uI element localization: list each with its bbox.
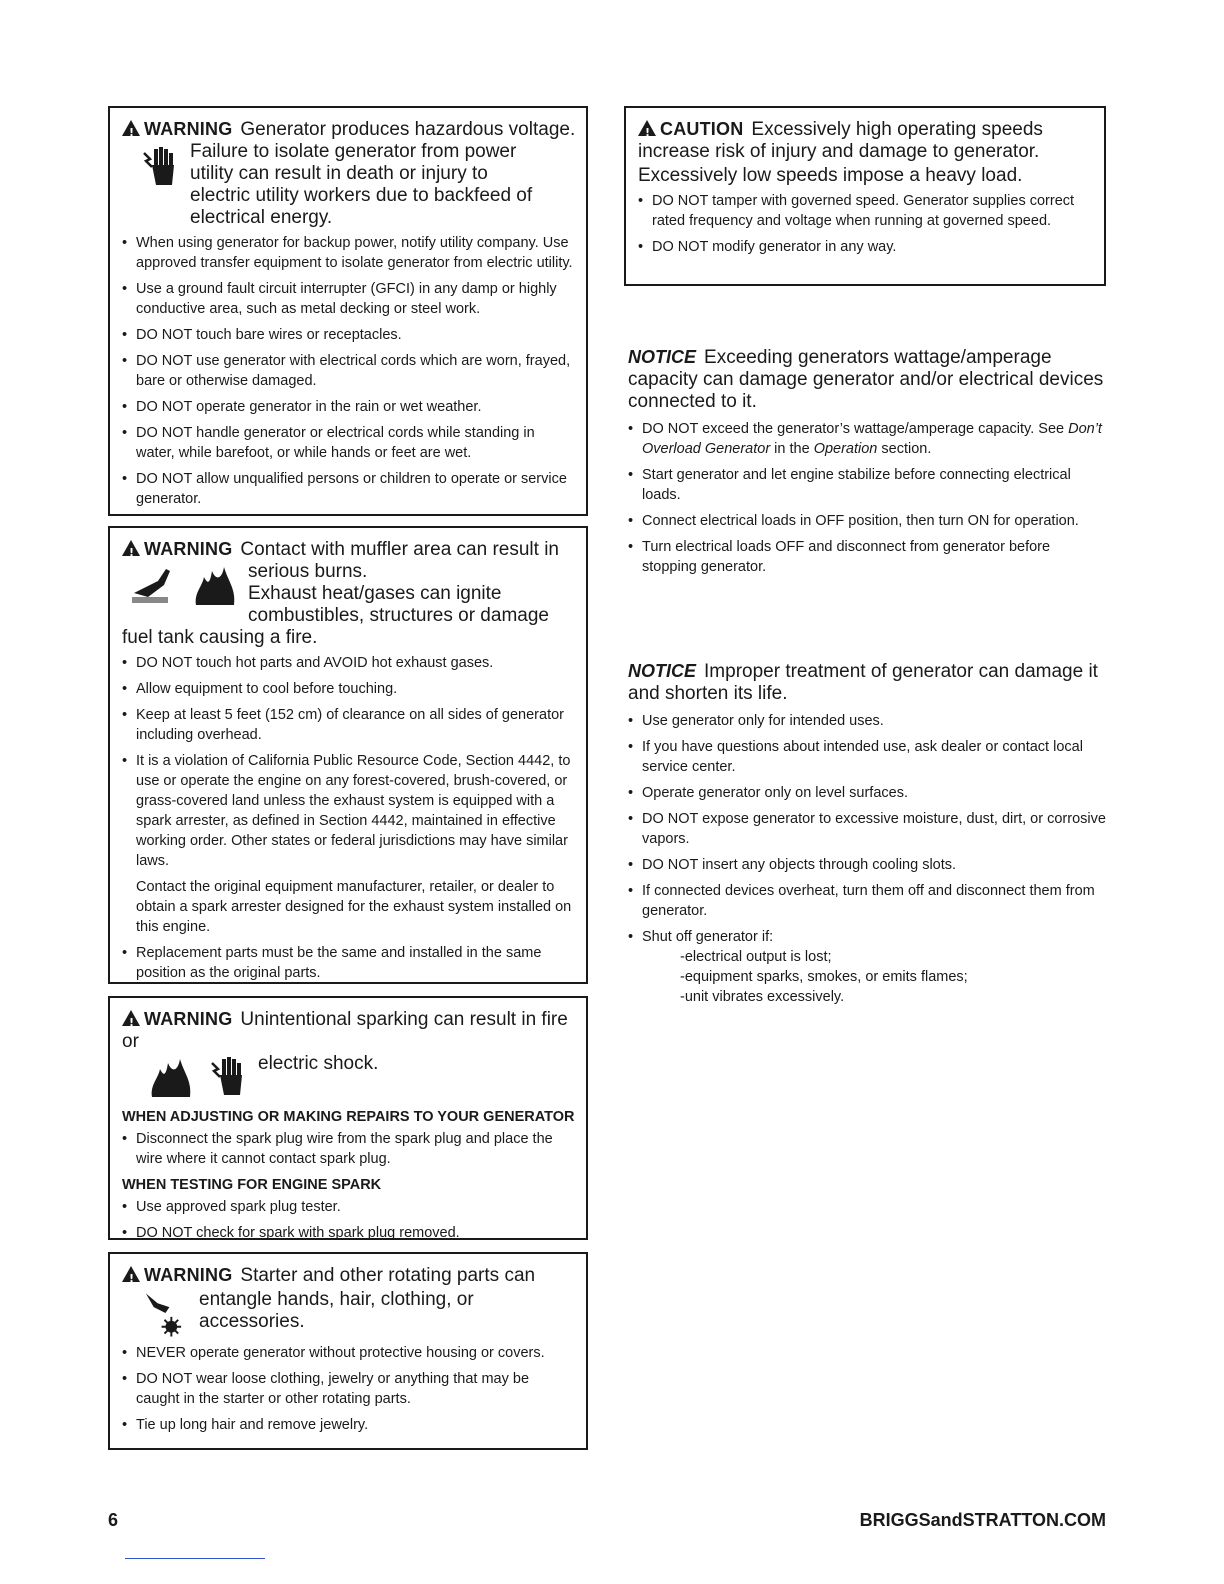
cross-reference: Operation	[813, 441, 878, 457]
list-item: • Use approved spark plug tester.	[122, 1197, 576, 1217]
signal-word: CAUTION	[660, 119, 744, 139]
list-item: • It is a violation of California Public Resource Code, Section 4442, to use or operate the engine on any forest-covered, brush-covered, or grass-covered land unless the exhaust system is equipped with a spark arrester, as defined in Section 4442, maintained in effective working order. Other states or federal jurisdictions may have similar laws.	[122, 751, 576, 871]
list-subitem: -unit vibrates excessively.	[680, 989, 845, 1005]
notice-description: Improper treatment of generator can damage it and shorten its life.	[628, 661, 1098, 704]
list-item: • DO NOT tamper with governed speed. Generator supplies correct rated frequency and voltage when running at governed speed.	[638, 191, 1094, 231]
hazard-line: entangle hands, hair, clothing, or accessories.	[199, 1289, 474, 1332]
list-item: • DO NOT expose generator to excessive moisture, dust, dirt, or corrosive vapors.	[628, 809, 1106, 849]
list-item: • Operate generator only on level surfaces.	[628, 783, 1106, 803]
list-item: • DO NOT check for spark with spark plug removed.	[122, 1223, 576, 1243]
warning-box-muffler	[108, 526, 588, 984]
warning-box-voltage	[108, 106, 588, 516]
notice-label: NOTICE	[628, 661, 697, 681]
hazard-line: Generator produces hazardous voltage.	[240, 119, 576, 140]
hazard-line: Exhaust heat/gases can ignite	[248, 583, 502, 604]
caution-box-speed	[624, 106, 1106, 286]
fire-icon	[148, 1055, 194, 1099]
entanglement-icon	[142, 1289, 185, 1339]
list-item: • DO NOT touch bare wires or receptacles.	[122, 325, 576, 345]
list-item: • DO NOT allow unqualified persons or children to operate or service generator.	[122, 469, 576, 509]
notice-label: NOTICE	[628, 347, 697, 367]
list-item: • Disconnect the spark plug wire from the spark plug and place the wire where it cannot contact spark plug.	[122, 1129, 576, 1169]
alert-triangle-icon	[122, 120, 140, 136]
divider	[125, 1558, 265, 1559]
list-item: • Turn electrical loads OFF and disconnect from generator before stopping generator.	[628, 537, 1106, 577]
list-subitem: -electrical output is lost;	[680, 949, 832, 965]
website-link[interactable]: BRIGGSandSTRATTON.COM	[859, 1510, 1106, 1530]
list-item: • Use a ground fault circuit interrupter (GFCI) in any damp or highly conductive area, such as metal decking or steel work.	[122, 279, 576, 319]
list-subitem: -equipment sparks, smokes, or emits flames;	[680, 969, 968, 985]
warning-box-rotating	[108, 1252, 588, 1450]
list-item: Contact the original equipment manufacturer, retailer, or dealer to obtain a spark arrester designed for the exhaust system installed on this engine.	[136, 879, 572, 935]
notice-description: Exceeding generators wattage/amperage capacity can damage generator and/or electrical devices connected to it.	[628, 347, 1104, 412]
list-item: • When using generator for backup power, notify utility company. Use approved transfer equipment to isolate generator from electric utility.	[122, 233, 576, 273]
section-subheading: WHEN ADJUSTING OR MAKING REPAIRS TO YOUR GENERATOR	[122, 1109, 575, 1125]
list-item: • DO NOT operate generator in the rain or wet weather.	[122, 397, 576, 417]
list-item: • Shut off generator if:	[628, 927, 1106, 947]
list-item: • NEVER operate generator without protective housing or covers.	[122, 1343, 576, 1363]
alert-triangle-icon	[122, 540, 140, 556]
list-item: • DO NOT exceed the generator’s wattage/amperage capacity. See Don’t Overload Generator in the Operation section.	[628, 419, 1106, 459]
notice-block-treatment	[628, 660, 1106, 1007]
signal-word: WARNING	[144, 1009, 233, 1029]
signal-word: WARNING	[144, 539, 233, 559]
section-subheading: WHEN TESTING FOR ENGINE SPARK	[122, 1177, 382, 1193]
hazard-line: electric shock.	[258, 1053, 379, 1074]
list-item: • Connect electrical loads in OFF position, then turn ON for operation.	[628, 511, 1106, 531]
hazard-line: Excessively high operating speeds increase risk of injury and damage to generator.	[638, 119, 1043, 162]
list-item: • If you have questions about intended use, ask dealer or contact local service center.	[628, 737, 1106, 777]
hazard-line: Excessively low speeds impose a heavy load.	[638, 165, 1023, 186]
hazard-line: Unintentional sparking can result in fire or	[122, 1009, 568, 1052]
list-item: • Use generator only for intended uses.	[628, 711, 1106, 731]
page-number: 6	[108, 1510, 119, 1530]
hazard-line: combustibles, structures or damage	[248, 605, 549, 626]
list-item: • DO NOT touch hot parts and AVOID hot exhaust gases.	[122, 653, 576, 673]
warning-list	[122, 233, 576, 509]
list-item: • If connected devices overheat, turn them off and disconnect them from generator.	[628, 881, 1106, 921]
list-item: • DO NOT wear loose clothing, jewelry or anything that may be caught in the starter or other rotating parts.	[122, 1369, 576, 1409]
warning-list	[122, 1197, 576, 1243]
hazard-line: Starter and other rotating parts can	[240, 1265, 536, 1286]
notice-list	[628, 711, 1106, 947]
list-item: • Start generator and let engine stabilize before connecting electrical loads.	[628, 465, 1106, 505]
list-item: • Allow equipment to cool before touching.	[122, 679, 576, 699]
hazard-line: serious burns.	[248, 561, 368, 582]
signal-word: WARNING	[144, 119, 233, 139]
electric-shock-icon	[140, 145, 180, 191]
warning-list	[122, 1343, 576, 1435]
alert-triangle-icon	[122, 1010, 140, 1026]
hazard-line: fuel tank causing a fire.	[122, 627, 318, 648]
alert-triangle-icon	[122, 1266, 140, 1282]
list-item: • Tie up long hair and remove jewelry.	[122, 1415, 576, 1435]
alert-triangle-icon	[638, 120, 656, 136]
hot-surface-icon	[128, 563, 178, 607]
cross-reference: Don’t Overload Generator	[642, 421, 1102, 457]
list-item: • DO NOT use generator with electrical cords which are worn, frayed, bare or otherwise damaged.	[122, 351, 576, 391]
electric-shock-icon	[208, 1055, 248, 1101]
notice-block-capacity	[628, 346, 1106, 583]
list-item: • DO NOT insert any objects through cooling slots.	[628, 855, 1106, 875]
shutoff-conditions	[628, 947, 1106, 1007]
hazard-description: Failure to isolate generator from power utility can result in death or injury to electric utility workers due to backfeed of electrical energy.	[190, 141, 533, 228]
hazard-line: Contact with muffler area can result in	[240, 539, 559, 560]
warning-box-sparking	[108, 996, 588, 1240]
list-item: • DO NOT modify generator in any way.	[638, 237, 1094, 257]
list-item: • DO NOT handle generator or electrical cords while standing in water, while barefoot, or while hands or feet are wet.	[122, 423, 576, 463]
fire-icon	[192, 563, 238, 607]
warning-list	[122, 1129, 576, 1169]
list-item: • Replacement parts must be the same and installed in the same position as the original parts.	[122, 943, 576, 983]
notice-list	[628, 419, 1106, 577]
caution-list	[638, 191, 1094, 257]
list-item: • Keep at least 5 feet (152 cm) of clearance on all sides of generator including overhead.	[122, 705, 576, 745]
warning-list	[122, 653, 576, 983]
signal-word: WARNING	[144, 1265, 233, 1285]
